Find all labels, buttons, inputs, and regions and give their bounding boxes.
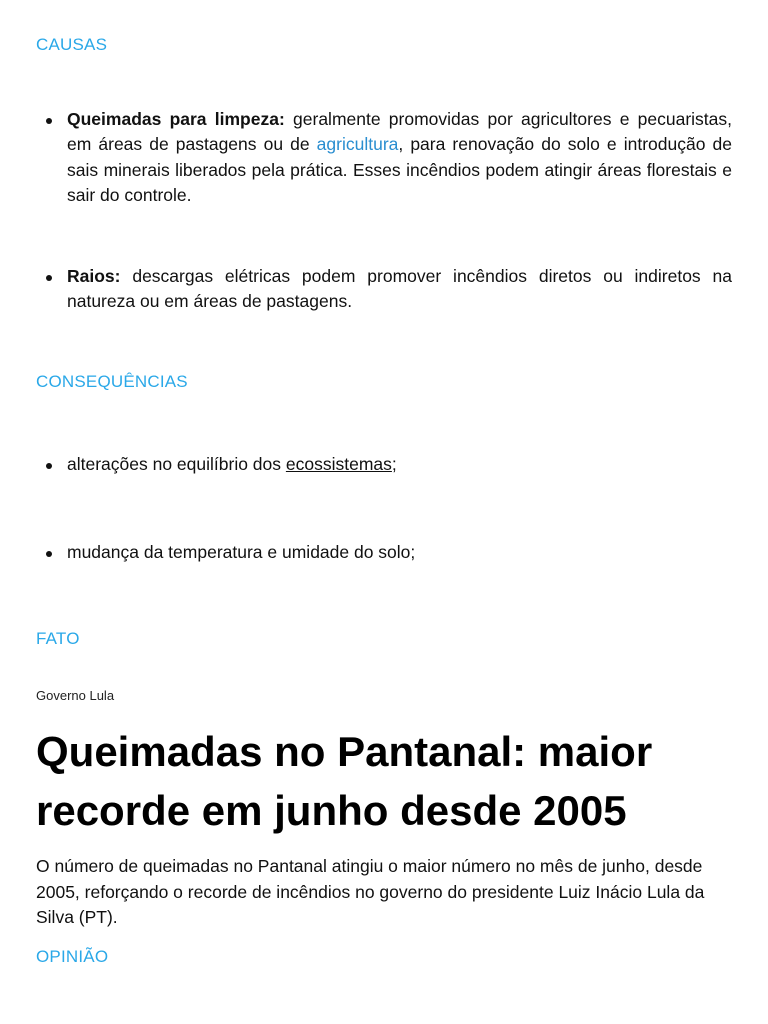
list-item-bold-label: Raios: [67,266,121,286]
section-label-causas: CAUSAS [36,35,108,54]
list-item-text: mudança da temperatura e umidade do solo; [67,542,416,562]
list-item-text [67,452,732,477]
list-item-body: geralmente promovidas por agricultores e pecuaristas, em áreas de pastagens ou de [67,109,733,155]
list-item-text [67,264,732,315]
list-item-ecossistemas [36,452,732,477]
bullet-dot [46,118,52,124]
list-item-raios [36,264,732,315]
list-item-text [67,107,732,208]
section-label-opiniao: OPINIÃO [36,947,109,966]
bullet-dot [46,275,52,281]
bullet-dot [46,463,52,469]
bullet-dot [46,551,52,557]
list-item-body: , para renovação do solo e introdução de sais minerais liberados pela prática. Esses incêndios podem atingir áreas florestais e sair do controle. [67,134,732,205]
article-headline[interactable]: Queimadas no Pantanal: maior recorde em junho desde 2005 [36,728,653,834]
agricultura-link[interactable]: agricultura [316,134,399,155]
ecossistemas-link[interactable]: ecossistemas [285,454,392,474]
list-item-temperatura [36,540,732,565]
list-item-body: alterações no equilíbrio dos [67,454,286,474]
list-item-body: descargas elétricas podem promover incêndios diretos ou indiretos na natureza ou em áreas de pastagens. [67,266,732,312]
list-item-body: ; [391,454,397,474]
list-item-bold-label: Queimadas para limpeza: [67,109,285,129]
section-label-consequencias: CONSEQUÊNCIAS [36,372,188,391]
article-lede: O número de queimadas no Pantanal atingiu o maior número no mês de junho, desde 2005, reforçando o recorde de incêndios no governo do presidente Luiz Inácio Lula da Silva (PT). [36,856,705,927]
article-kicker[interactable]: Governo Lula [36,688,115,703]
section-label-fato: FATO [36,629,80,648]
list-item-queimadas-limpeza [36,107,732,208]
